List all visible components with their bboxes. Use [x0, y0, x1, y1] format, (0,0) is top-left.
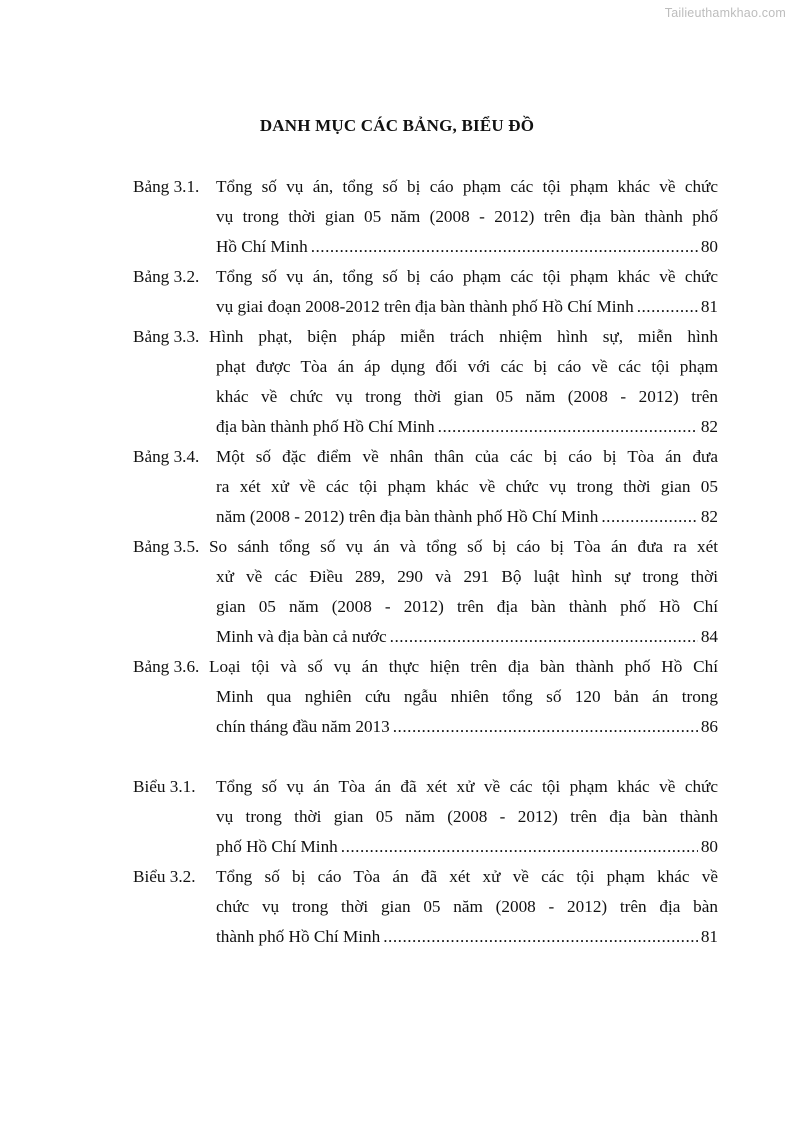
toc-entry-text: phố Hồ Chí Minh — [216, 837, 338, 856]
toc-entry-last-line — [216, 622, 718, 652]
toc-entry-label: Bảng 3.6. — [133, 657, 200, 676]
toc-entry-label: Biểu 3.2. — [133, 867, 196, 886]
toc-entry-text: Tổng số vụ án Tòa án đã xét xử về các tội phạm khác về chức — [216, 777, 718, 796]
dot-leader — [390, 622, 698, 652]
toc-entry-text: Loại tội và số vụ án thực hiện trên địa bàn thành phố Hồ Chí — [209, 657, 718, 676]
toc-entry-label: Bảng 3.1. — [133, 177, 200, 196]
toc-entry-last-line — [216, 922, 718, 952]
toc-entry-text: khác về chức vụ trong thời gian 05 năm (2008 - 2012) trên — [216, 387, 718, 406]
toc-entry-text: vụ trong thời gian 05 năm (2008 - 2012) trên địa bàn thành — [216, 807, 718, 826]
watermark: Tailieuthamkhao.com — [664, 6, 786, 20]
toc-entry-text: Hồ Chí Minh — [216, 237, 308, 256]
toc-entry-last-line — [216, 712, 718, 742]
toc-entry-last-line — [216, 292, 718, 322]
toc-entry-label: Bảng 3.5. — [133, 537, 200, 556]
toc-entry-label: Bảng 3.2. — [133, 267, 200, 286]
toc-entry-last-line — [216, 502, 718, 532]
toc-entry-text: vụ trong thời gian 05 năm (2008 - 2012) trên địa bàn thành phố — [216, 207, 718, 226]
toc-entry-last-line — [216, 232, 718, 262]
page-number: 82 — [700, 417, 718, 436]
dot-leader — [311, 232, 698, 262]
dot-leader — [341, 832, 698, 862]
toc-entry-text: năm (2008 - 2012) trên địa bàn thành phố Hồ Chí Minh — [216, 507, 599, 526]
toc-entry-label: Biểu 3.1. — [133, 777, 196, 796]
toc-entry-label: Bảng 3.3. — [133, 327, 200, 346]
toc-entry-text: xử về các Điều 289, 290 và 291 Bộ luật hình sự trong thời — [216, 567, 718, 586]
page-number: 84 — [700, 627, 718, 646]
dot-leader — [438, 412, 698, 442]
toc-entry-text: phạt được Tòa án áp dụng đối với các bị cáo về các tội phạm — [216, 357, 718, 376]
page-number: 82 — [700, 507, 718, 526]
toc-entry-text: ra xét xử về các tội phạm khác về chức vụ trong thời gian 05 — [216, 477, 718, 496]
toc-entry-last-line — [216, 412, 718, 442]
toc-entry-text: thành phố Hồ Chí Minh — [216, 927, 381, 946]
page-number: 86 — [700, 717, 718, 736]
dot-leader — [383, 922, 698, 952]
page-number: 80 — [700, 237, 718, 256]
page-number: 81 — [700, 297, 718, 316]
toc-entry-text: Tổng số vụ án, tổng số bị cáo phạm các tội phạm khác về chức — [216, 267, 718, 286]
dot-leader — [637, 292, 698, 322]
toc-entry-text: Tổng số vụ án, tổng số bị cáo phạm các tội phạm khác về chức — [216, 177, 718, 196]
toc-entry-last-line — [216, 832, 718, 862]
toc-entry-text: So sánh tổng số vụ án và tổng số bị cáo bị Tòa án đưa ra xét — [209, 537, 718, 556]
toc-entry-text: địa bàn thành phố Hồ Chí Minh — [216, 417, 435, 436]
toc-entry-text: Minh qua nghiên cứu ngẫu nhiên tổng số 120 bản án trong — [216, 687, 718, 706]
toc-entry-text: Tổng số bị cáo Tòa án đã xét xử về các tội phạm khác về — [216, 867, 718, 886]
page-title: DANH MỤC CÁC BẢNG, BIỂU ĐỒ — [259, 116, 535, 135]
toc-entry-text: chức vụ trong thời gian 05 năm (2008 - 2012) trên địa bàn — [216, 897, 718, 916]
toc-entry-text: chín tháng đầu năm 2013 — [216, 717, 390, 736]
dot-leader — [601, 502, 697, 532]
toc-entry-text: vụ giai đoạn 2008-2012 trên địa bàn thành phố Hồ Chí Minh — [216, 297, 634, 316]
page-number: 81 — [700, 927, 718, 946]
toc-entry-text: Minh và địa bàn cả nước — [216, 627, 387, 646]
dot-leader — [393, 712, 698, 742]
page-number: 80 — [700, 837, 718, 856]
toc-entry-label: Bảng 3.4. — [133, 447, 200, 466]
toc-entry-text: Hình phạt, biện pháp miễn trách nhiệm hình sự, miễn hình — [209, 327, 718, 346]
toc-entry-text: gian 05 năm (2008 - 2012) trên địa bàn thành phố Hồ Chí — [216, 597, 718, 616]
toc-entry-text: Một số đặc điểm về nhân thân của các bị cáo bị Tòa án đưa — [216, 447, 718, 466]
